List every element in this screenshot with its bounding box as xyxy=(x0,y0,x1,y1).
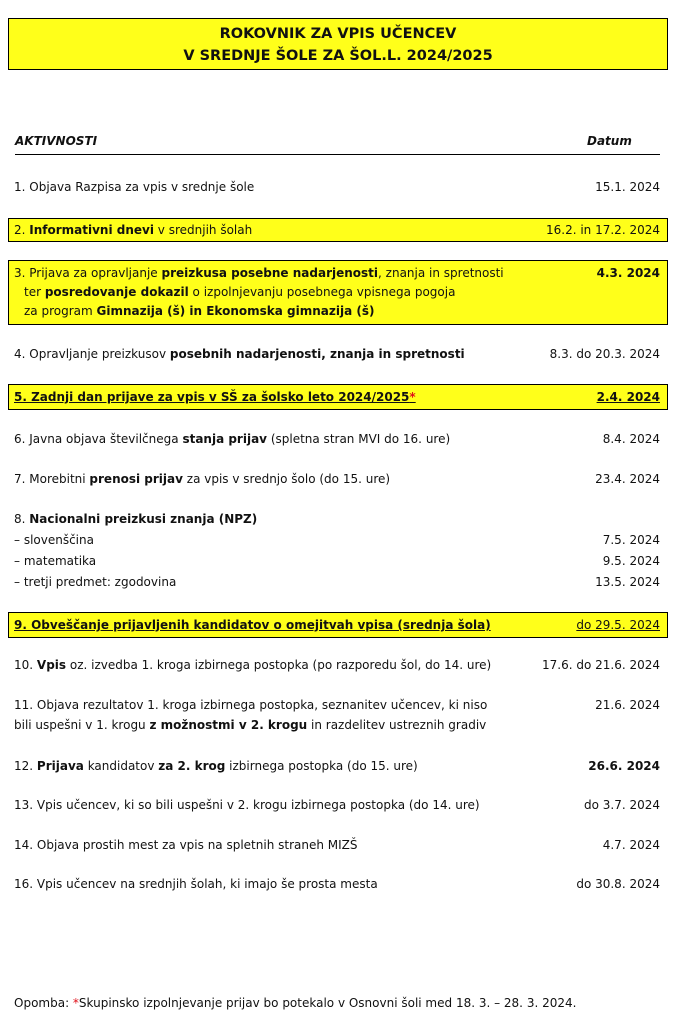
activities-header: AKTIVNOSTI xyxy=(15,134,98,148)
title-line-2: V SREDNJE ŠOLE ZA ŠOL.L. 2024/2025 xyxy=(183,48,493,64)
date-header: Datum xyxy=(587,134,632,148)
list-item: 3. Prijava za opravljanje preizkusa posebne nadarjenosti, znanja in spretnosti ter posredovanje dokazil o izpolnjevanju posebnega vpisnega pogoja za program Gimnazija (š) in Ekonomska gimnazija (š) 4.3. 2024 xyxy=(14,266,660,318)
header-rule xyxy=(15,154,660,155)
title-line-1: ROKOVNIK ZA VPIS UČENCEV xyxy=(219,26,457,42)
title-box xyxy=(8,18,668,70)
